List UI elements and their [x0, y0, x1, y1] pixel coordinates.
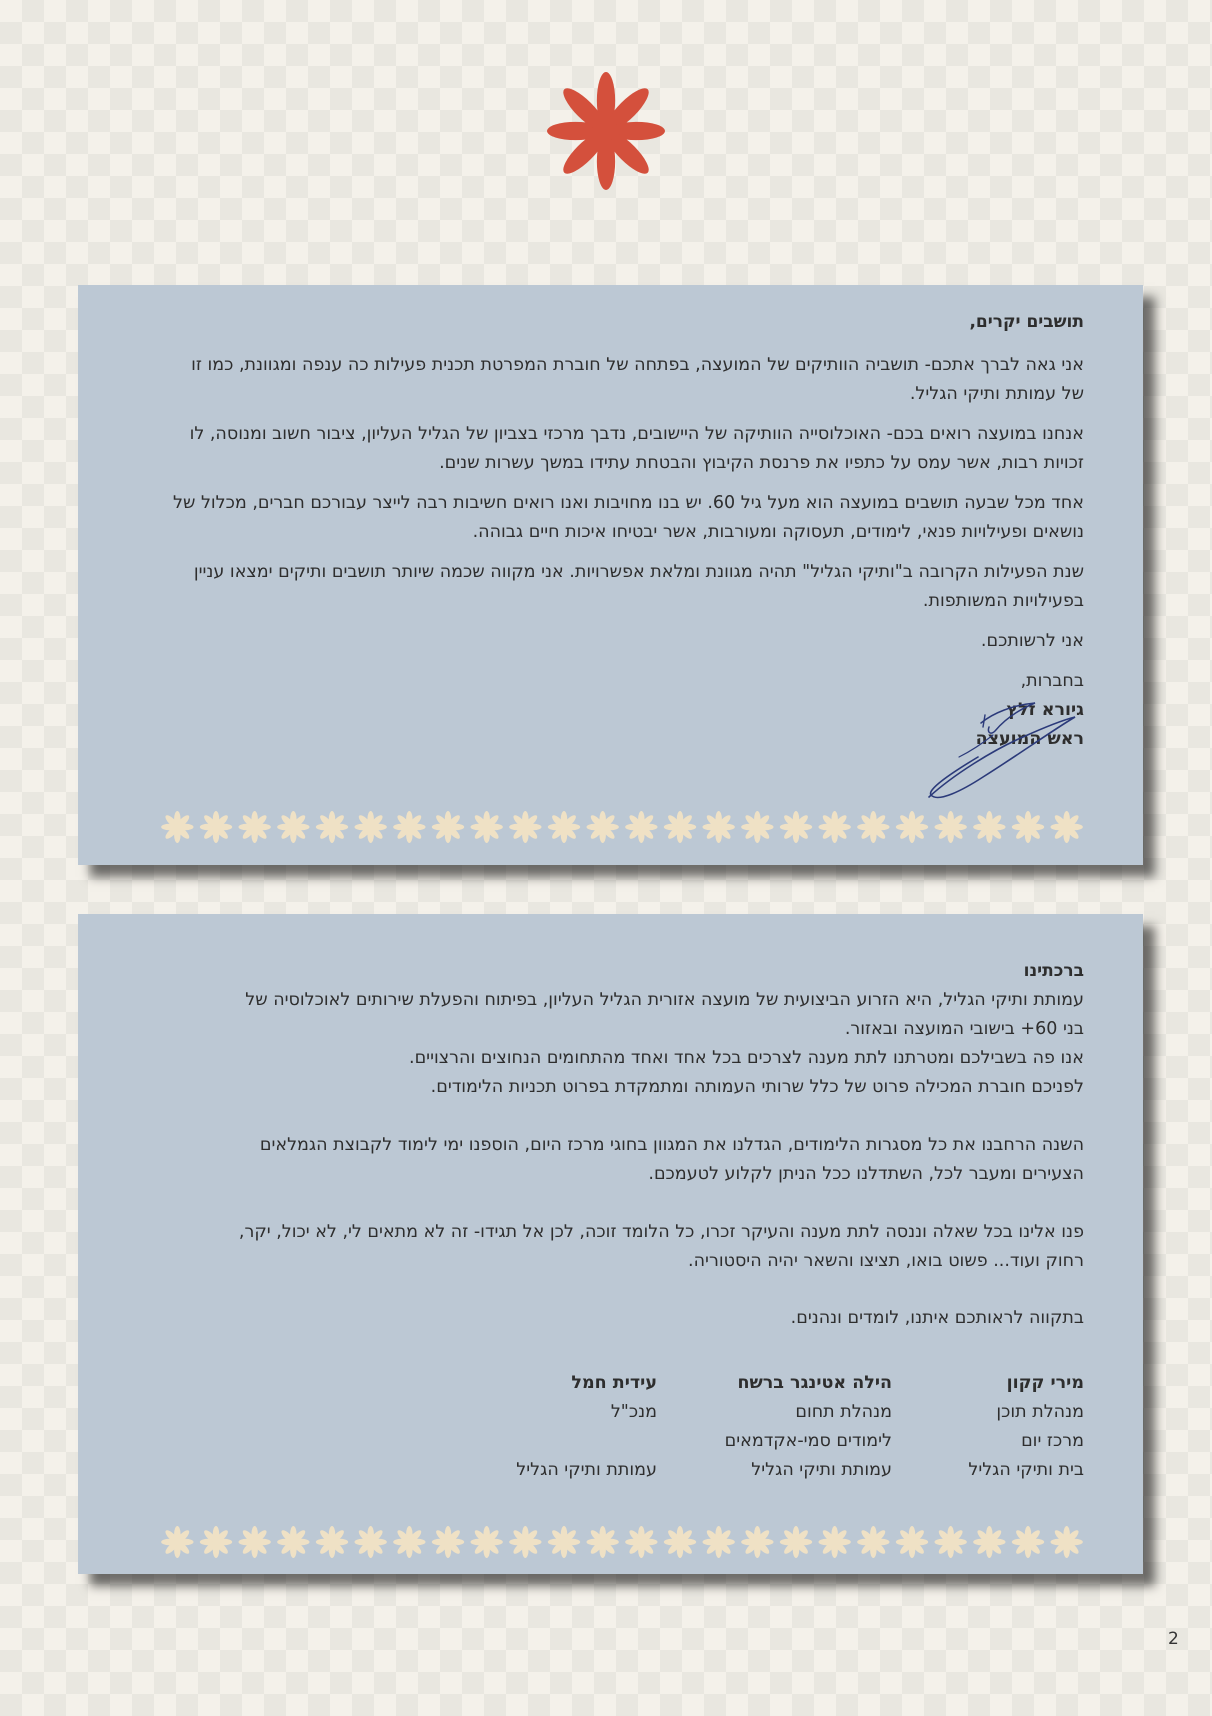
staff-organization: בית ותיקי הגליל: [968, 1460, 1084, 1480]
welcome-line: עמותת ותיקי הגליל, היא הזרוע הביצועית של מועצה אזורית הגליל העליון, בפיתוח והפעלת שירותים לאוכלוסיה של: [245, 990, 1084, 1010]
welcome-line: פנו אלינו בכל שאלה וננסה לתת מענה והעיקר זכרו, כל הלומד זוכה, לכן אל תגידו- זה לא מתאים לי, לא יכול, יקר,: [238, 1222, 1084, 1242]
cream-flower-icon: [316, 1526, 348, 1558]
signer-name: גיורא זלץ: [1006, 700, 1084, 720]
cream-flower-icon: [973, 811, 1005, 843]
staff-name: מירי קקון: [1006, 1373, 1084, 1393]
cream-flower-icon: [664, 811, 696, 843]
cream-flower-icon: [1050, 1526, 1082, 1558]
signature-block: [168, 667, 1084, 754]
staff-member: [407, 1369, 657, 1485]
cream-flower-icon: [1050, 811, 1082, 843]
red-flower-icon: [545, 70, 667, 192]
cream-flower-icon: [818, 811, 850, 843]
staff-name: הילה אטינגר ברשח: [737, 1373, 892, 1393]
cream-flower-icon: [161, 1526, 193, 1558]
cream-flower-icon: [664, 1526, 696, 1558]
staff-role: מנהלת תוכן: [996, 1402, 1084, 1422]
welcome-line: בני 60+ בישובי המועצה ובאזור.: [844, 1019, 1084, 1039]
cream-flower-icon: [586, 1526, 618, 1558]
cream-flower-icon: [509, 1526, 541, 1558]
cream-flower-icon: [548, 1526, 580, 1558]
flower-border-row: [158, 809, 1086, 845]
letter-paragraph: אני גאה לברך אתכם- תושביה הוותיקים של המועצה, בפתחה של חוברת המפרטת תכנית פעילות כה ענפה ומגוונת, כמו זו של עמותת ותיקי הגליל.: [191, 355, 1084, 404]
cream-flower-icon: [934, 811, 966, 843]
cream-flower-icon: [432, 811, 464, 843]
cream-flower-icon: [818, 1526, 850, 1558]
cream-flower-icon: [702, 811, 734, 843]
cream-flower-icon: [702, 1526, 734, 1558]
cream-flower-icon: [393, 811, 425, 843]
cream-flower-icon: [238, 811, 270, 843]
welcome-line: השנה הרחבנו את כל מסגרות הלימודים, הגדלנו את המגוון בחוגי מרכז היום, הוספנו ימי לימוד לקבוצת הגמלאים: [259, 1135, 1084, 1155]
staff-role: מנכ"ל: [610, 1402, 657, 1422]
cream-flower-icon: [316, 811, 348, 843]
welcome-line: לפניכם חוברת המכילה פרוט של כלל שרותי העמותה ומתמקדת בפרוט תכניות הלימודים.: [430, 1077, 1084, 1097]
cream-flower-icon: [625, 811, 657, 843]
cream-flower-icon: [934, 1526, 966, 1558]
staff-organization: עמותת ותיקי הגליל: [516, 1460, 657, 1480]
staff-organization: עמותת ותיקי הגליל: [751, 1460, 892, 1480]
staff-name: עידית חמל: [571, 1373, 657, 1393]
letter-paragraph: אחד מכל שבעה תושבים במועצה הוא מעל גיל 60. יש בנו מחויבות ואנו רואים חשיבות רבה לייצר עבורכם חברים, מכלול של נושאים ופעילויות פנאי, לימודים, תעסוקה ומעורבות, אשר יבטיחו איכות חיים גבוהה.: [173, 493, 1084, 542]
staff-role: מרכז יום: [1021, 1431, 1084, 1451]
flower-border-row: [158, 1524, 1086, 1560]
cream-flower-icon: [200, 811, 232, 843]
staff-role: לימודים סמי-אקדמאים: [724, 1431, 892, 1451]
signature-icon: [923, 695, 1081, 805]
cream-flower-icon: [857, 1526, 889, 1558]
cream-flower-icon: [780, 811, 812, 843]
cream-flower-icon: [780, 1526, 812, 1558]
cream-flower-icon: [896, 811, 928, 843]
association-welcome-card: [78, 914, 1143, 1574]
staff-member: [952, 1369, 1084, 1485]
letter-closing: בחברות,: [1020, 671, 1084, 691]
cream-flower-icon: [470, 811, 502, 843]
staff-spacer: [407, 1427, 657, 1456]
cream-flower-icon: [741, 1526, 773, 1558]
cream-flower-icon: [354, 811, 386, 843]
welcome-line: הצעירים ומעבר לכל, השתדלנו ככל הניתן לקלוע לטעמכם.: [648, 1164, 1084, 1184]
cream-flower-icon: [586, 811, 618, 843]
cream-flower-icon: [509, 811, 541, 843]
cream-flower-icon: [161, 811, 193, 843]
cream-flower-icon: [973, 1526, 1005, 1558]
cream-flower-icon: [1012, 811, 1044, 843]
letter-greeting: תושבים יקרים,: [969, 312, 1084, 332]
cream-flower-icon: [625, 1526, 657, 1558]
signer-title: ראש המועצה: [975, 729, 1084, 749]
cream-flower-icon: [393, 1526, 425, 1558]
cream-flower-icon: [548, 811, 580, 843]
staff-role: מנהלת תחום: [795, 1402, 892, 1422]
welcome-line: אנו פה בשבילכם ומטרתנו לתת מענה לצרכים בכל אחד ואחד מהתחומים הנחוצים והרצויים.: [409, 1048, 1084, 1068]
cream-flower-icon: [277, 811, 309, 843]
cream-flower-icon: [1012, 1526, 1044, 1558]
cream-flower-icon: [200, 1526, 232, 1558]
mayor-letter-card: [78, 285, 1143, 865]
welcome-title: ברכתינו: [1023, 961, 1084, 981]
cream-flower-icon: [857, 811, 889, 843]
welcome-line: רחוק ועוד... פשוט בואו, תציצו והשאר יהיה היסטוריה.: [688, 1251, 1084, 1271]
cream-flower-icon: [896, 1526, 928, 1558]
cream-flower-icon: [470, 1526, 502, 1558]
cream-flower-icon: [354, 1526, 386, 1558]
cream-flower-icon: [432, 1526, 464, 1558]
letter-paragraph: אני לרשותכם.: [980, 631, 1084, 651]
page-number: 2: [1168, 1629, 1179, 1649]
staff-signatures: [407, 1369, 1084, 1485]
cream-flower-icon: [277, 1526, 309, 1558]
cream-flower-icon: [238, 1526, 270, 1558]
staff-member: [717, 1369, 892, 1485]
cream-flower-icon: [741, 811, 773, 843]
letter-paragraph: שנת הפעילות הקרובה ב"ותיקי הגליל" תהיה מגוונת ומלאת אפשרויות. אני מקווה שכמה שיותר תושבים ותיקים ימצאו עניין בפעילויות המשותפות.: [193, 562, 1084, 611]
welcome-closing: בתקווה לראותכם איתנו, לומדים ונהנים.: [790, 1308, 1084, 1328]
letter-paragraph: אנחנו במועצה רואים בכם- האוכלוסייה הוותיקה של היישובים, נדבך מרכזי בצביון של הגליל העליון, ציבור חשוב ומנוסה, לו זכויות רבות, אשר עמס על כתפיו את פרנסת הקיבוץ והבטחת עתידו במשך עשרות שנים.: [189, 424, 1084, 473]
